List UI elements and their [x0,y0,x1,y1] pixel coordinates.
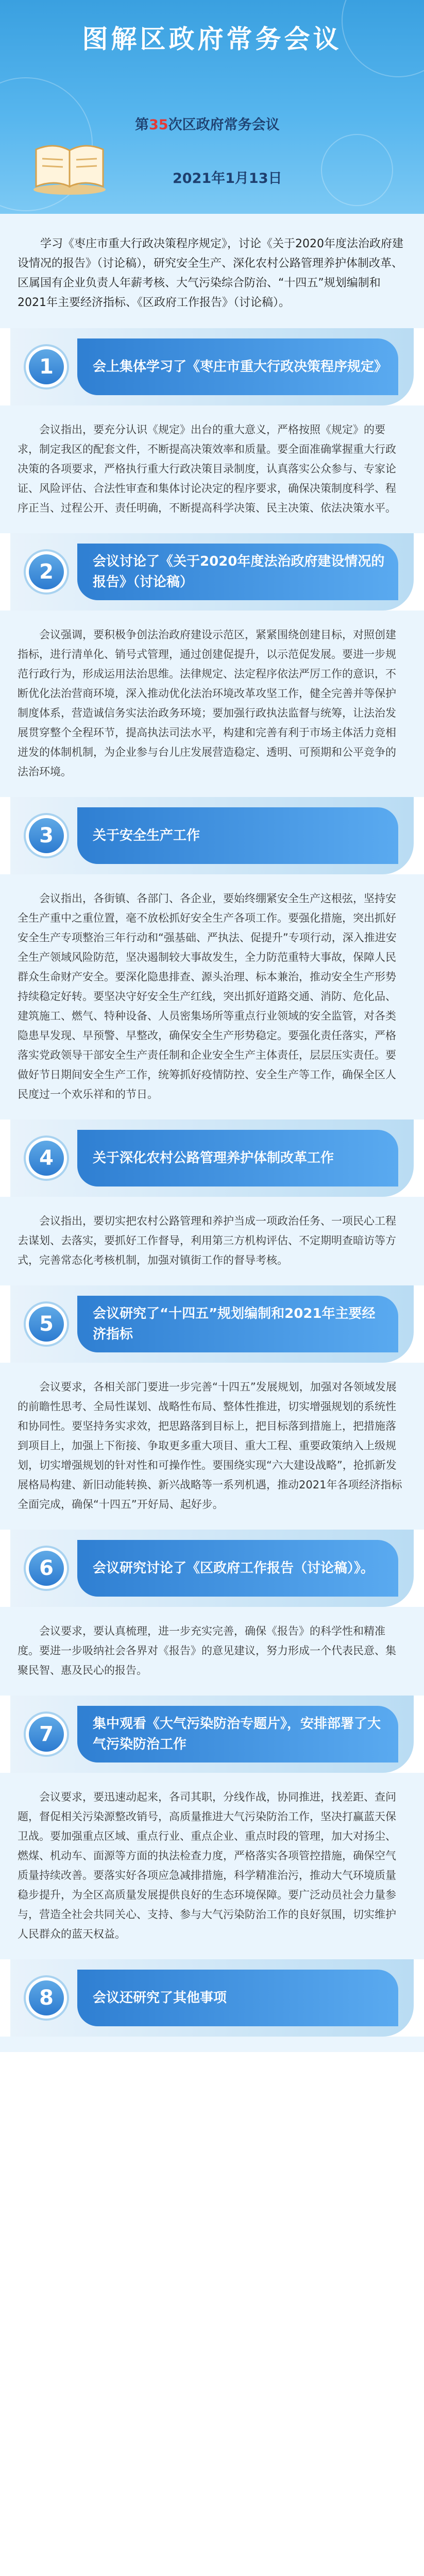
section-heading-bar [10,328,414,405]
section-heading-bar [10,1530,414,1607]
meeting-number [135,113,280,133]
section-heading-bar [10,797,414,874]
section-heading: 会议研究了“十四五”规划编制和2021年主要经济指标 [93,1306,376,1342]
main-content [0,214,424,2052]
section-number: 4 [29,1141,64,1176]
page-title: 图解区政府常务会议 [82,24,342,54]
section-number-badge [26,1138,67,1179]
subtitle-prefix: 第 [135,117,149,133]
meeting-number-value: 35 [149,117,168,133]
section-tail [0,2037,424,2052]
section-heading: 会议讨论了《关于2020年度法治政府建设情况的报告》（讨论稿） [93,554,385,590]
section-heading: 关于深化农村公路管理养护体制改革工作 [93,1150,334,1166]
intro-paragraph: 学习《枣庄市重大行政决策程序规定》，讨论《关于2020年度法治政府建设情况的报告》（讨论稿），研究安全生产、深化农村公路管理养护体制改革、区属国有企业负责人年薪考核、大气污染综合防治、“十四五”规划编制和2021年主要经济指标、《区政府工作报告》（讨论稿）。 [0,214,424,328]
section-heading-bar [10,1285,414,1363]
section-number-badge [26,1303,67,1345]
section-1 [0,328,424,533]
section-number-badge [26,551,67,592]
meeting-date: 2021年1月13日 [173,171,282,187]
section-body: 会议指出，要充分认识《规定》出台的重大意义，严格按照《规定》的要求，制定我区的配套文件，不断提高决策效率和质量。要全面准确掌握重大行政决策的各项要求，严格执行重大行政决策目录制度，认真落实公众参与、专家论证、风险评估、合法性审查和集体讨论决定的程序要求，确保决策制度科学、程序正当、过程公开、责任明确，不断提高科学决策、民主决策、依法决策水平。 [0,405,424,533]
section-heading-bar [10,1696,414,1773]
section-heading-bar [10,1120,414,1197]
section-body: 会议要求，要迅速动起来，各司其职，分线作战，协同推进，找差距、查问题，督促相关污染源整改销号，高质量推进大气污染防治工作，坚决打赢蓝天保卫战。要加强重点区域、重点行业、重点企业、重点时段的管理，加大对扬尘、燃煤、机动车、面源等方面的执法检查力度，严格落实各项管控措施，确保空气质量持续改善。要落实好各项应急减排措施，科学精准治污，推动大气环境质量稳步提升，为全区高质量发展提供良好的生态环境保障。要广泛动员社会力量参与，营造全社会共同关心、支持、参与大气污染防治工作的良好氛围，切实维护人民群众的蓝天权益。 [0,1773,424,1959]
section-number-badge [26,1977,67,2019]
section-heading: 集中观看《大气污染防治专题片》，安排部署了大气污染防治工作 [93,1716,381,1752]
header-banner [0,0,424,214]
section-number-badge [26,346,67,387]
open-book-icon [31,139,108,196]
section-3 [0,797,424,1120]
section-number: 3 [29,818,64,853]
section-number-badge [26,1548,67,1589]
section-body: 会议要求，各相关部门要进一步完善“十四五”发展规划，加强对各领域发展的前瞻性思考、全局性谋划、战略性布局、整体性推进，切实增强规划的系统性和协同性。要坚持务实求效，把思路落到目标上，把目标落到措施上，把措施落到项目上，加强上下衔接、争取更多重大项目、重大工程、重要政策纳入上级规划，切实增强规划的针对性和可操作性。要围绕实现“六大建设战略”，抢抓新发展格局构建、新旧动能转换、新兴战略等一系列机遇，推动2021年各项经济指标全面完成，确保“十四五”开好局、起好步。 [0,1363,424,1530]
section-7 [0,1696,424,1959]
section-2 [0,533,424,797]
section-heading: 关于安全生产工作 [93,828,200,843]
section-heading: 会议研究讨论了《区政府工作报告（讨论稿）》。 [93,1561,375,1576]
section-body: 会议要求，要认真梳理，进一步充实完善，确保《报告》的科学性和精准度。要进一步吸纳社会各界对《报告》的意见建议，努力形成一个代表民意、集聚民智、惠及民心的报告。 [0,1607,424,1696]
section-number: 8 [29,1980,64,2015]
section-body: 会议强调，要积极争创法治政府建设示范区，紧紧围绕创建目标，对照创建指标，进行清单化、销号式管理，通过创建促提升，以示范促发展。要进一步规范行政行为，形成运用法治思维。法律规定、法定程序依法严厉工作的意识，不断优化法治营商环境，深入推动优化法治环境改革攻坚工作，健全完善并等保护制度体系，营造诚信务实法治政务环境；要加强行政执法监督与统筹，让法治发展贯穿整个全程环节，提高执法司法水平，构建和完善有利于市场主体活力竞相迸发的体制机制，为企业参与台儿庄发展营造稳定、透明、可预期和公平竞争的法治环境。 [0,611,424,797]
section-body: 会议指出，要切实把农村公路管理和养护当成一项政治任务、一项民心工程去谋划、去落实，要抓好工作督导，利用第三方机构评估、不定期明查暗访等方式，完善常态化考核机制，加强对镇街工作的督导考核。 [0,1197,424,1285]
section-heading: 会议还研究了其他事项 [93,1990,227,2006]
section-number: 2 [29,554,64,589]
section-5 [0,1285,424,1530]
subtitle-suffix: 次区政府常务会议 [168,117,280,133]
section-number-badge [26,815,67,856]
section-number: 5 [29,1307,64,1342]
section-number-badge [26,1714,67,1755]
section-number: 6 [29,1551,64,1586]
section-number: 7 [29,1717,64,1752]
section-number: 1 [29,349,64,384]
section-body: 会议指出，各街镇、各部门、各企业，要始终绷紧安全生产这根弦，坚持安全生产重中之重位置，毫不放松抓好安全生产各项工作。要强化措施，突出抓好安全生产专项整治三年行动和“强基础、严执法、促提升”专项行动，深入推进安全生产领域风险防范，坚决遏制较大事故发生，全力防范重特大事故，保障人民群众生命财产安全。要深化隐患排查、源头治理、标本兼治，推动安全生产形势持续稳定好转。要坚决守好安全生产红线，突出抓好道路交通、消防、危化品、建筑施工、燃气、特种设备、人员密集场所等重点行业领域的安全监管，对各类隐患早发现、早预警、早整改，确保安全生产形势稳定。要强化责任落实，严格落实党政领导干部安全生产责任制和企业安全生产主体责任，层层压实责任。要做好节日期间安全生产工作，统筹抓好疫情防控、安全生产等工作，确保全区人民度过一个欢乐祥和的节日。 [0,874,424,1120]
section-6 [0,1530,424,1696]
section-8 [0,1959,424,2052]
section-heading: 会上集体学习了《枣庄市重大行政决策程序规定》 [93,359,388,375]
section-heading-bar [10,533,414,611]
decor-ring [321,134,393,206]
section-heading-bar [10,1959,414,2037]
section-4 [0,1120,424,1285]
